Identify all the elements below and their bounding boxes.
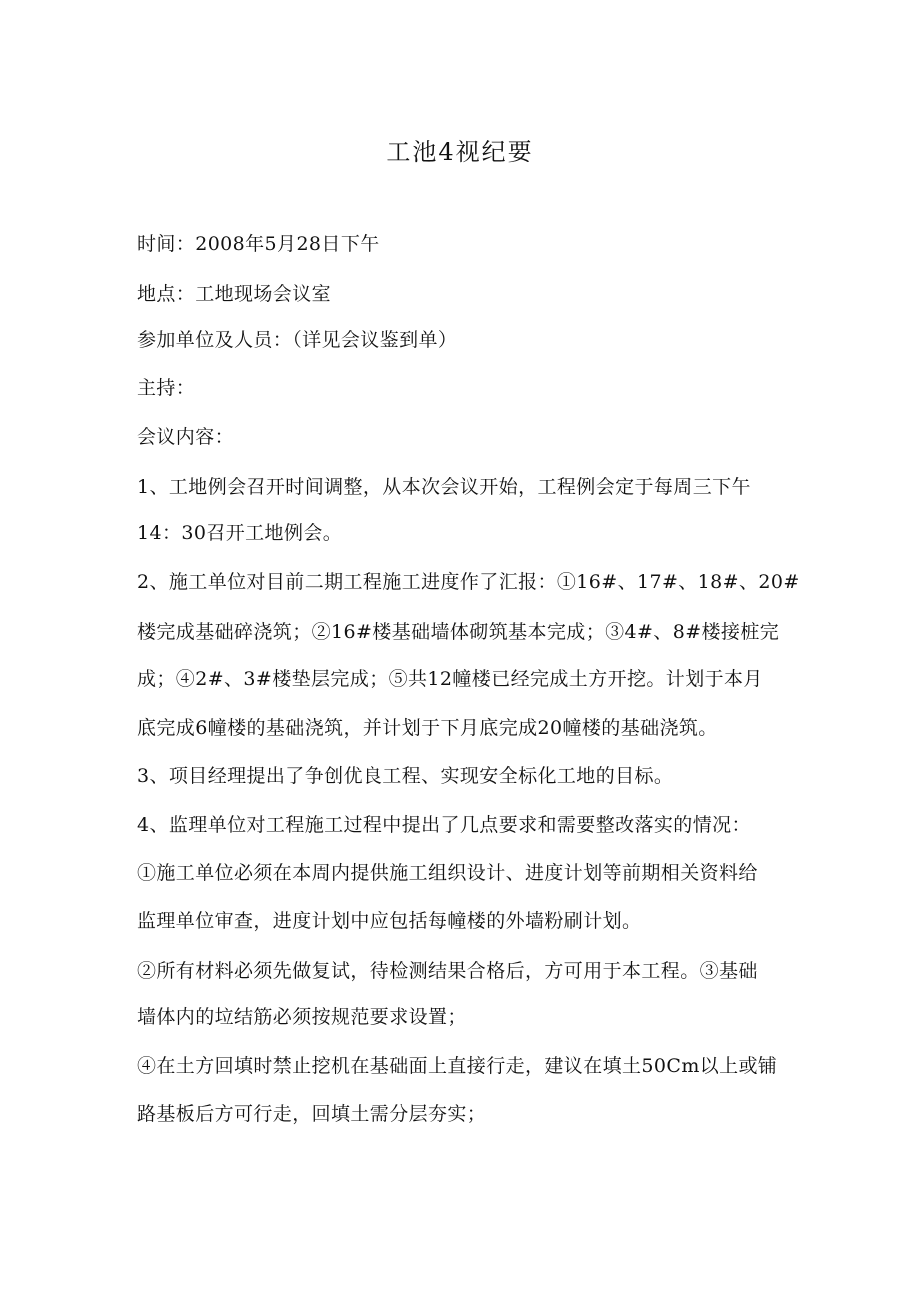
meeting-host: 主持： xyxy=(137,377,196,399)
item-2-line-3: 成；④2#、3#楼垫层完成；⑤共12幢楼已经完成土方开挖。计划于本月 xyxy=(137,668,763,690)
item-2-line-1: 2、施工单位对目前二期工程施工进度作了汇报：①16#、17#、18#、20# xyxy=(137,571,800,593)
item-1-line-1: 1、工地例会召开时间调整，从本次会议开始，工程例会定于每周三下午 xyxy=(137,476,751,498)
meeting-content-heading: 会议内容： xyxy=(137,426,235,448)
item-3-line-1: 3、项目经理提出了争创优良工程、实现安全标化工地的目标。 xyxy=(137,765,674,787)
item-4-line-1: 4、监理单位对工程施工过程中提出了几点要求和需要整改落实的情况： xyxy=(137,814,751,836)
item-1-line-2: 14：30召开工地例会。 xyxy=(137,522,343,544)
item-4-sub-2-line-2: 墙体内的垃结筋必须按规范要求设置； xyxy=(137,1006,467,1028)
item-4-sub-4-line-1: ④在土方回填时禁止挖机在基础面上直接行走，建议在填土50Cm以上或铺 xyxy=(137,1055,778,1077)
item-4-sub-1-line-2: 监理单位审查，进度计划中应包括每幢楼的外墙粉刷计划。 xyxy=(137,910,642,932)
item-4-sub-1-line-1: ①施工单位必须在本周内提供施工组织设计、进度计划等前期相关资料给 xyxy=(137,862,758,884)
meeting-attendees: 参加单位及人员：（详见会议鉴到单） xyxy=(137,329,458,351)
item-4-sub-2-line-1: ②所有材料必须先做复试，待检测结果合格后，方可用于本工程。③基础 xyxy=(137,960,758,982)
item-4-sub-4-line-2: 路基板后方可行走，回填土需分层夯实； xyxy=(137,1103,487,1125)
meeting-time: 时间：2008年5月28日下午 xyxy=(137,233,380,255)
item-2-line-4: 底完成6幢楼的基础浇筑，并计划于下月底完成20幢楼的基础浇筑。 xyxy=(137,717,718,739)
meeting-location: 地点：工地现场会议室 xyxy=(137,283,332,305)
document-title: 工池4视纪要 xyxy=(386,138,534,166)
item-2-line-2: 楼完成基础碎浇筑；②16#楼基础墙体砌筑基本完成；③4#、8#楼接桩完 xyxy=(137,621,780,643)
